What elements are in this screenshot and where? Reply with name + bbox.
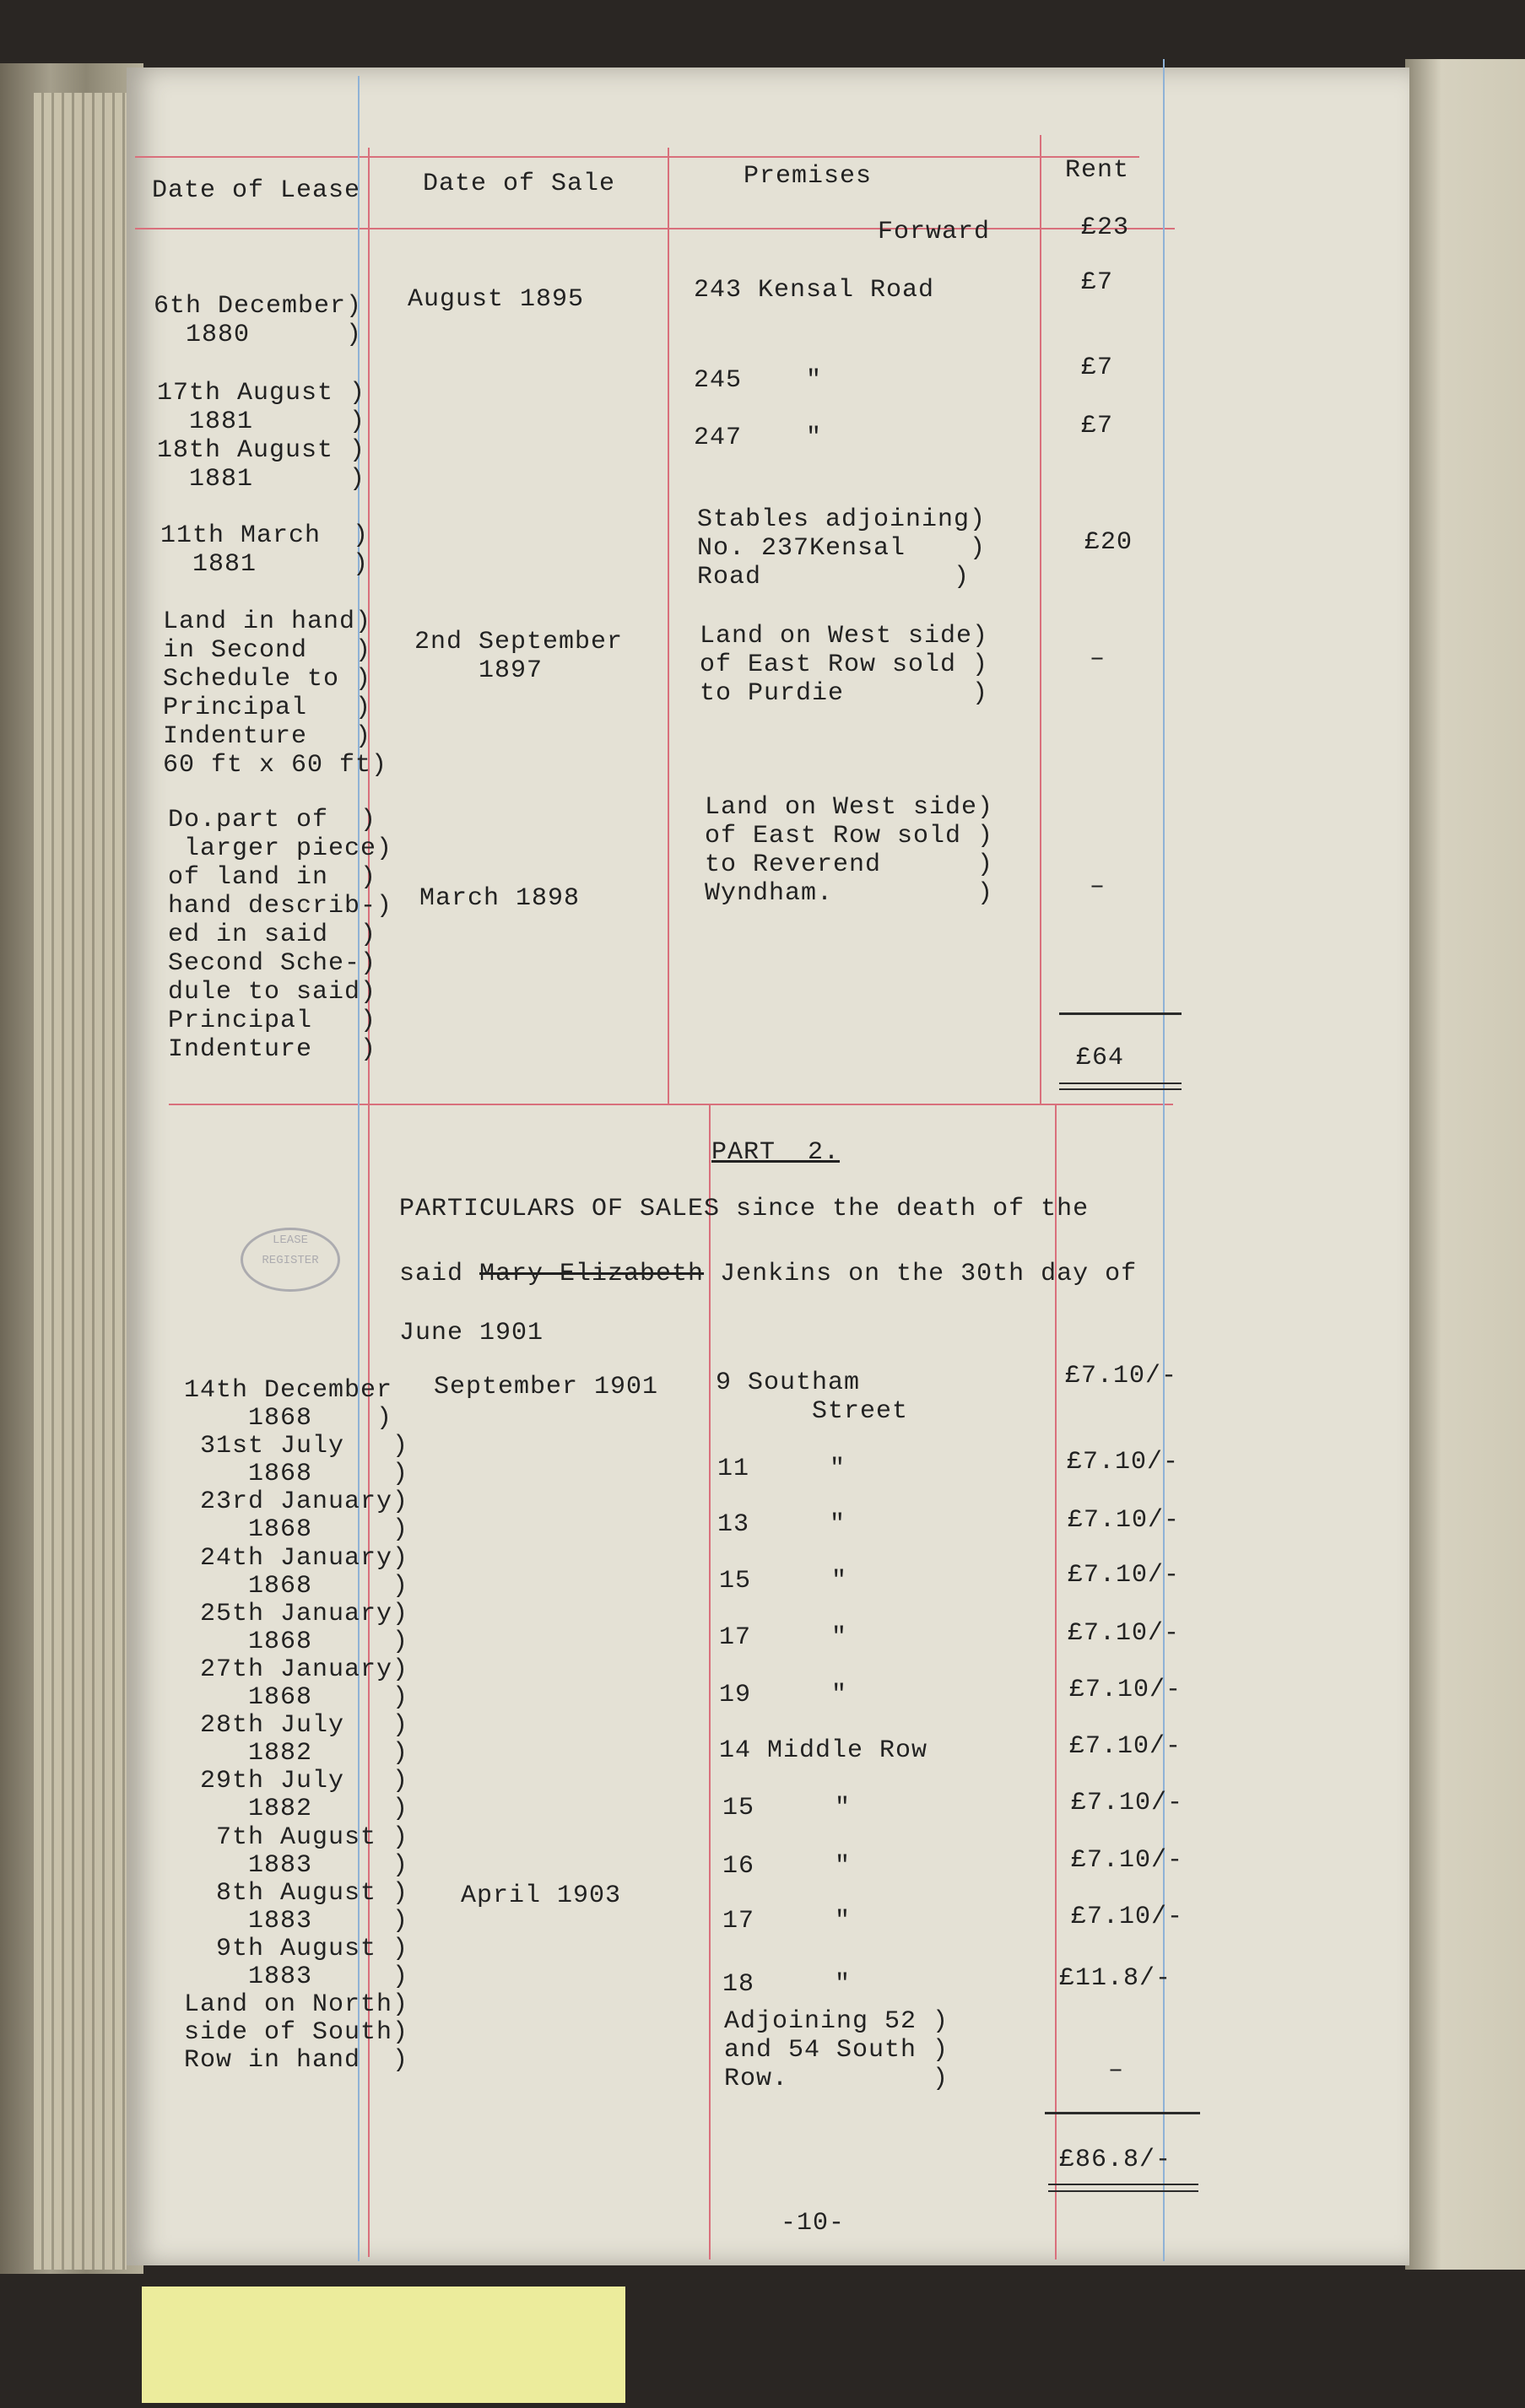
premises-row-3: 247 " [694,424,823,452]
total-double-rule-part2-a [1048,2184,1198,2185]
ink-stamp: LEASE REGISTER [241,1228,340,1292]
part2-heading: PART 2. [711,1138,841,1167]
intro-said: said [399,1260,480,1288]
page-edges [34,93,127,2270]
lease-row-2: 17th August ) 1881 ) [157,379,366,436]
page-number: -10- [781,2209,846,2238]
part2-premises-8: 15 " [722,1794,852,1822]
part2-premises-12: Adjoining 52 ) and 54 South ) Row. ) [724,2007,949,2093]
lease-row-3: 18th August ) 1881 ) [157,436,366,494]
part2-premises-1: 9 Southam Street [716,1369,909,1426]
facing-page [1405,59,1525,2270]
part2-premises-6: 19 " [719,1681,848,1709]
part2-rent-7: £7.10/- [1069,1732,1182,1761]
part2-rent-3: £7.10/- [1068,1506,1181,1535]
rent-row-2: £7 [1081,354,1114,382]
sale-row-1: August 1895 [408,285,585,314]
rent-row-4: £20 [1084,528,1133,557]
part2-rent-8: £7.10/- [1071,1789,1184,1817]
part2-premises-10: 17 " [722,1907,852,1936]
lease-row-1: 6th December) 1880 ) [154,292,363,349]
part2-rent-10: £7.10/- [1071,1903,1184,1931]
part2-rent-11: £11.8/- [1059,1964,1172,1993]
intro-struck-name: Mary Elizabeth [479,1260,705,1288]
rule-header-bottom [135,228,1175,229]
part2-premises-4: 15 " [719,1567,848,1595]
total-double-rule-part2-b [1048,2190,1198,2192]
part2-rent-6: £7.10/- [1069,1676,1182,1704]
lease-row-6: Do.part of ) larger piece) of land in ) hand describ-) ed in said ) Second Sche-) dule to said) Principal ) Indenture ) [168,806,393,1064]
premises-row-5: Land on West side) of East Row sold ) to Purdie ) [700,622,989,708]
header-premises: Premises [744,162,873,191]
rule-col-premises-left [668,148,669,1105]
rule-part-divider [169,1104,1173,1105]
forward-label: Forward [878,218,991,246]
total-part1: £64 [1076,1044,1125,1072]
sale-row-6: March 1898 [419,884,581,913]
part2-intro-line3: June 1901 [399,1319,544,1347]
rent-row-6: – [1090,872,1106,901]
premises-row-2: 245 " [694,366,823,395]
part2-premises-5: 17 " [719,1623,848,1652]
rent-row-3: £7 [1081,412,1114,440]
premises-row-4: Stables adjoining) No. 237Kensal ) Road ) [697,505,987,591]
header-date-of-sale: Date of Sale [423,170,616,198]
header-rent: Rent [1065,156,1130,185]
part2-rent-12: – [1108,2056,1125,2085]
header-date-of-lease: Date of Lease [152,176,361,205]
part2-rent-4: £7.10/- [1068,1561,1181,1590]
total-part2: £86.8/- [1059,2146,1172,2174]
part2-rent-1: £7.10/- [1065,1362,1178,1390]
rent-row-1: £7 [1081,268,1114,297]
lease-row-4: 11th March ) 1881 ) [160,521,370,579]
part2-premises-7: 14 Middle Row [719,1736,928,1765]
part2-lease-column: 14th December 1868 ) 31st July ) 1868 ) 23rd January) 1868 ) 24th January) 1868 ) 25th January) 1868 ) 27th January) 1868 ) 28th July ) 1882 ) 29th July ) 1882 ) 7th August ) 1883 ) 8th August ) 1883 ) 9th August ) 1883 ) Land on North) side of South) Row in hand ) [184,1376,409,2076]
forward-rent: £23 [1081,213,1130,242]
premises-row-1: 243 Kensal Road [694,276,935,305]
part2-rent-9: £7.10/- [1071,1846,1184,1875]
total-rule-part1 [1059,1012,1182,1015]
rule-col-rent-left [1040,135,1041,1104]
total-rule-part2 [1045,2112,1200,2114]
total-double-rule-part1-b [1059,1088,1182,1090]
part2-premises-2: 11 " [717,1455,846,1483]
part2-intro-line1: PARTICULARS OF SALES since the death of the [399,1195,1090,1223]
part2-premises-9: 16 " [722,1852,852,1881]
part2-sale-2: April 1903 [461,1882,622,1910]
part2-premises-11: 18 " [722,1970,852,1999]
rent-row-5: – [1090,645,1106,673]
lease-row-5: Land in hand) in Second ) Schedule to ) Principal ) Indenture ) 60 ft x 60 ft) [163,607,388,780]
sale-row-5: 2nd September 1897 [414,628,624,685]
premises-row-6: Land on West side) of East Row sold ) to Reverend ) Wyndham. ) [705,793,994,908]
part2-premises-3: 13 " [717,1510,846,1539]
rule-top [135,156,1139,158]
yellow-tab [142,2287,625,2403]
part2-rent-2: £7.10/- [1067,1448,1180,1477]
intro-rest: Jenkins on the 30th day of [704,1260,1138,1288]
part2-rent-5: £7.10/- [1068,1619,1181,1648]
total-double-rule-part1-a [1059,1083,1182,1084]
part2-intro-line2 [399,1260,1137,1288]
part2-sale-1: September 1901 [434,1373,659,1401]
